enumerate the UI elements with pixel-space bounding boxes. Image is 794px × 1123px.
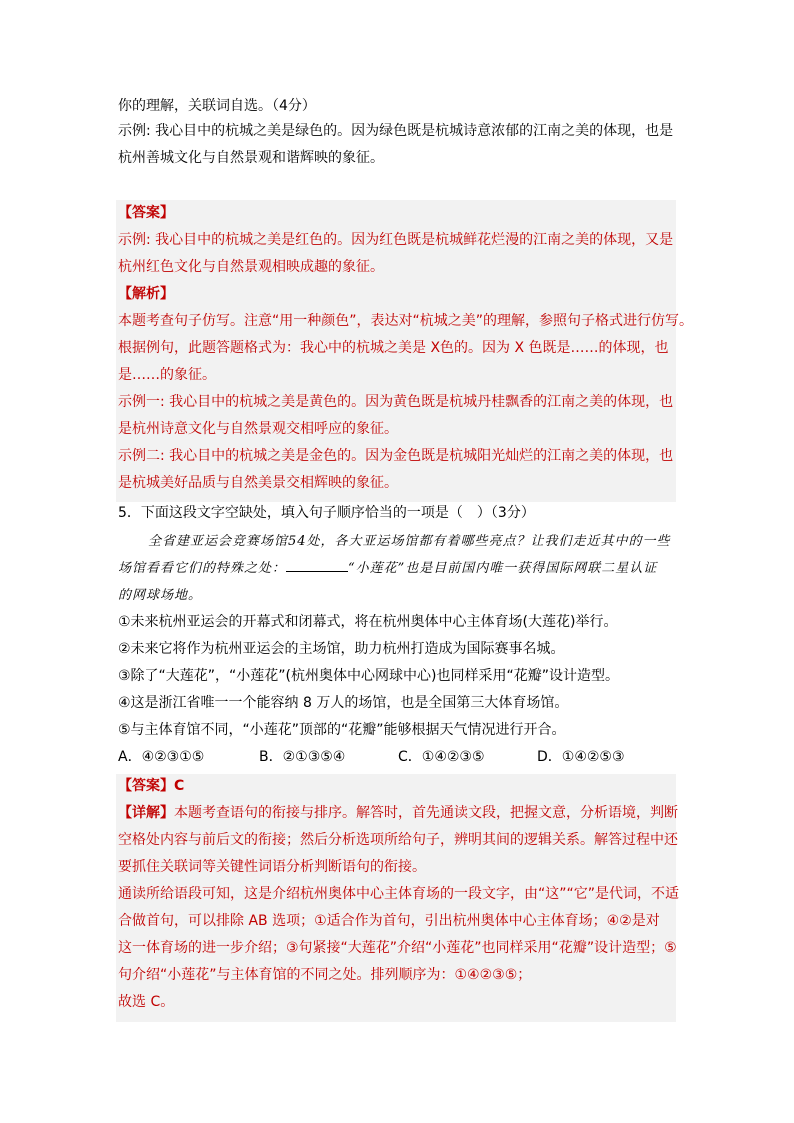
passage-line-2-end: “小莲花”也是目前国内唯一获得国际网联二星认证: [348, 561, 658, 576]
analysis-line-4: 示例一: 我心目中的杭城之美是黄色的。因为黄色既是杭城丹桂飘香的江南之美的体现，也: [118, 394, 674, 410]
detail-line-2: 空格处内容与前后文的衔接；然后分析选项所给句子，辨明其间的逻辑关系。解答过程中还: [118, 832, 678, 848]
answer-heading: 【答案】: [118, 205, 174, 221]
detail-line-5: 合做首句，可以排除 AB 选项；①适合作为首句，引出杭州奥体中心主体育场；④②是对: [118, 913, 660, 929]
detail-line-4: 通读所给语段可知，这是介绍杭州奥体中心主体育场的一段文字，由“这”“它”是代词，不适: [118, 886, 680, 902]
passage-line-2: [118, 559, 657, 579]
question-continuation: 你的理解，关联词自选。（4分）: [118, 98, 316, 114]
sentence-5: ⑤与主体育馆不同，“小莲花”顶部的“花瓣”能够根据天气情况进行开合。: [118, 722, 566, 738]
detail-heading: 【详解】: [118, 805, 174, 821]
passage-line-1: 全省建亚运会竞赛场馆54处，各大亚运场馆都有着哪些亮点？让我们走近其中的一些: [148, 534, 671, 549]
detail-line-1: [118, 803, 678, 823]
sentence-2: ②未来它将作为杭州亚运会的主场馆，助力杭州打造成为国际赛事名城。: [118, 641, 565, 657]
passage-line-3: 的网球场地。: [118, 588, 203, 603]
choice-d: D．①④②⑤③: [537, 749, 625, 765]
detail-line-7: 句介绍“小莲花”与主体育馆的不同之处。排列顺序为：①④②③⑤；: [118, 967, 532, 983]
answer-line-1: 示例: 我心目中的杭城之美是红色的。因为红色既是杭城鲜花烂漫的江南之美的体现，又是: [118, 232, 674, 248]
detail-line-1-text: 本题考查语句的衔接与排序。解答时，首先通读文段，把握文意，分析语境，判断: [174, 805, 678, 821]
fill-blank: [286, 559, 348, 572]
choice-b: B．②①③⑤④: [259, 749, 346, 765]
sentence-3: ③除了“大莲花”，“小莲花”(杭州奥体中心网球中心)也同样采用“花瓣”设计造型。: [118, 668, 619, 684]
example-line-1: 示例: 我心目中的杭城之美是绿色的。因为绿色既是杭城诗意浓郁的江南之美的体现，也是: [118, 123, 674, 139]
example-line-2: 杭州善城文化与自然景观和谐辉映的象征。: [118, 150, 384, 166]
sentence-4: ④这是浙江省唯一一个能容纳 8 万人的场馆，也是全国第三大体育场馆。: [118, 695, 569, 711]
analysis-line-7: 是杭城美好品质与自然美景交相辉映的象征。: [118, 475, 398, 491]
choice-c: C．①④②③⑤: [398, 749, 485, 765]
answer-q5: 【答案】C: [118, 778, 185, 794]
sentence-1: ①未来杭州亚运会的开幕式和闭幕式，将在杭州奥体中心主体育场(大莲花)举行。: [118, 614, 618, 630]
detail-line-6: 这一体育场的进一步介绍；③句紧接“大莲花”介绍“小莲花”也同样采用“花瓣”设计造型；⑤: [118, 940, 677, 956]
analysis-heading: 【解析】: [118, 286, 174, 302]
choice-a: A．④②③①⑤: [118, 749, 205, 765]
analysis-line-6: 示例二: 我心目中的杭城之美是金色的。因为金色既是杭城阳光灿烂的江南之美的体现，也: [118, 448, 674, 464]
analysis-line-2: 根据例句，此题答题格式为：我心中的杭城之美是 X色的。因为 X 色既是……的体现，也: [118, 340, 669, 356]
passage-line-2-start: 场馆看看它们的特殊之处：: [118, 561, 287, 576]
analysis-line-3: 是……的象征。: [118, 367, 216, 383]
analysis-line-5: 是杭州诗意文化与自然景观交相呼应的象征。: [118, 421, 398, 437]
detail-line-3: 要抓住关联词等关键性词语分析判断语句的衔接。: [118, 859, 426, 875]
analysis-line-1: 本题考查句子仿写。注意“用一种颜色”，表达对“杭城之美”的理解，参照句子格式进行仿写。: [118, 313, 694, 329]
answer-line-2: 杭州红色文化与自然景观相映成趣的象征。: [118, 259, 384, 275]
detail-line-8: 故选 C。: [118, 994, 175, 1010]
question-5-stem: 5．下面这段文字空缺处，填入句子顺序恰当的一项是（ ）（3分）: [118, 505, 535, 521]
